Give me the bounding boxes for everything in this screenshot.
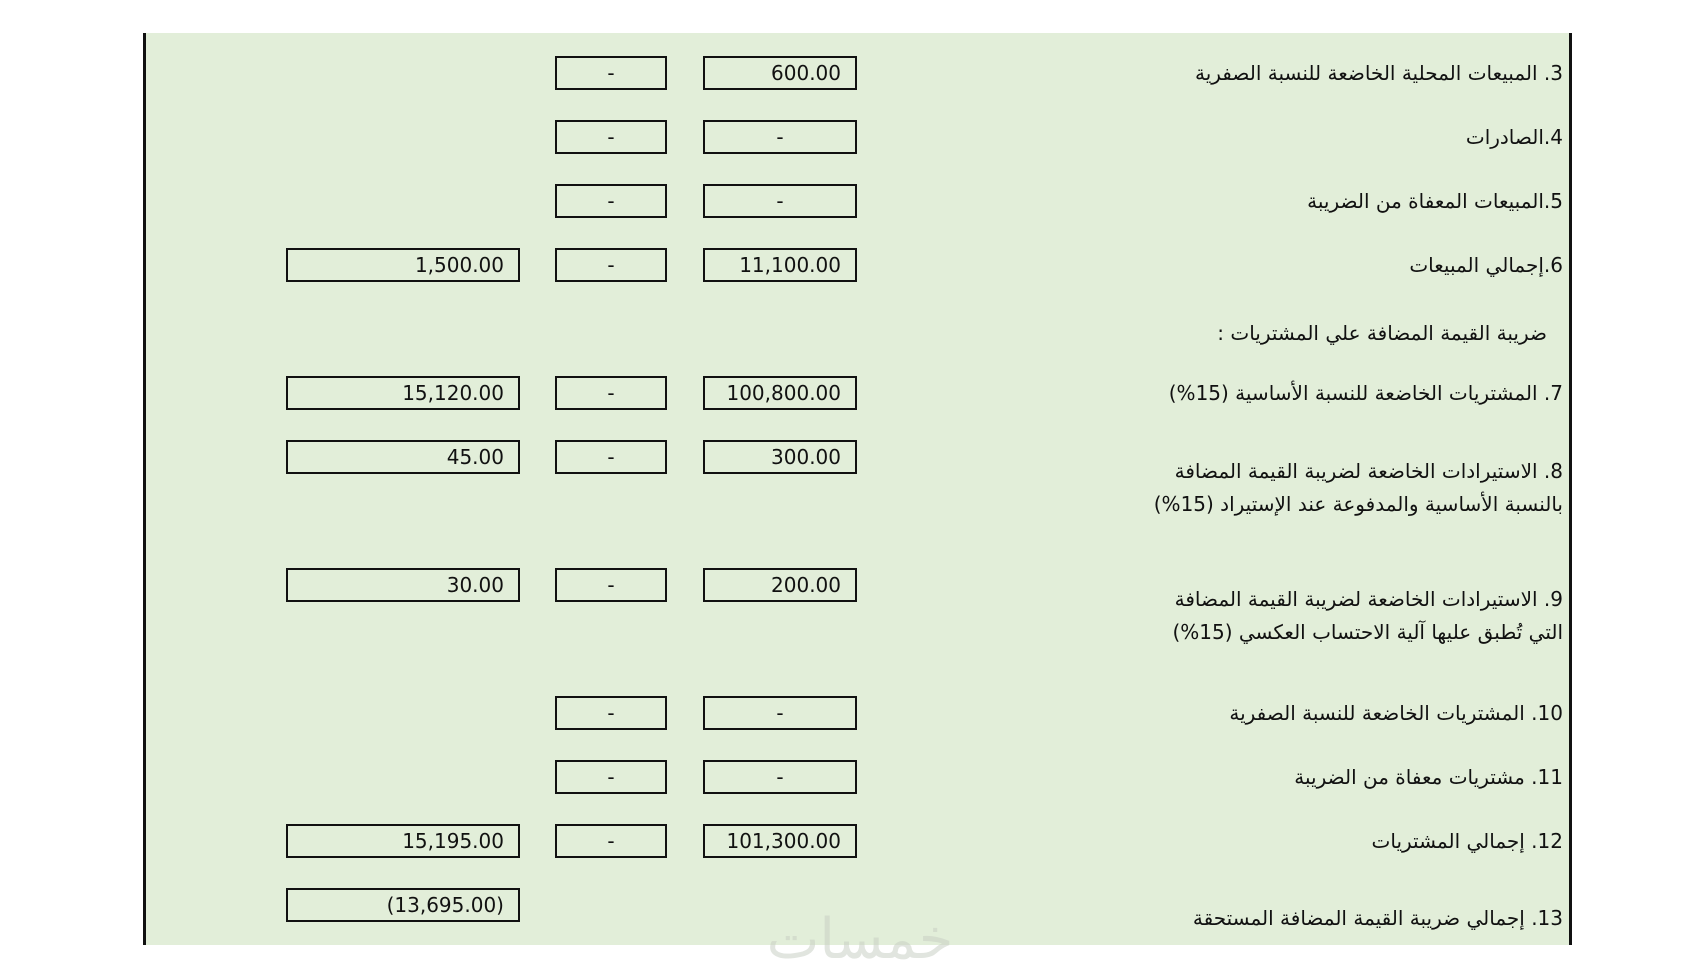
amount-field[interactable]: - <box>703 184 857 218</box>
row-label: 4.الصادرات <box>1465 125 1563 149</box>
adjustment-field[interactable]: - <box>555 568 667 602</box>
table-row <box>145 184 1571 218</box>
amount-field[interactable]: - <box>703 760 857 794</box>
row-label: 6.إجمالي المبيعات <box>1409 253 1563 277</box>
adjustment-field[interactable]: - <box>555 184 667 218</box>
vat-field[interactable]: 30.00 <box>286 568 520 602</box>
watermark-logo: خمسات <box>766 907 954 972</box>
row-label-line-1: 8. الاستيرادات الخاضعة لضريبة القيمة المضافة <box>1174 459 1563 483</box>
left-border <box>143 33 146 945</box>
right-border <box>1569 33 1572 945</box>
adjustment-field[interactable]: - <box>555 376 667 410</box>
row-label: 10. المشتريات الخاضعة للنسبة الصفرية <box>1229 701 1563 725</box>
vat-field[interactable]: 45.00 <box>286 440 520 474</box>
row-label: 5.المبيعات المعفاة من الضريبة <box>1307 189 1563 213</box>
adjustment-field[interactable]: - <box>555 248 667 282</box>
adjustment-field[interactable]: - <box>555 696 667 730</box>
row-label: 3. المبيعات المحلية الخاضعة للنسبة الصفرية <box>1194 61 1563 85</box>
amount-field[interactable]: 11,100.00 <box>703 248 857 282</box>
vat-field[interactable]: 15,120.00 <box>286 376 520 410</box>
table-row <box>145 120 1571 154</box>
table-row <box>145 696 1571 730</box>
section-heading: ضريبة القيمة المضافة علي المشتريات : <box>1217 321 1547 345</box>
amount-field[interactable]: 101,300.00 <box>703 824 857 858</box>
adjustment-field[interactable]: - <box>555 56 667 90</box>
vat-field[interactable]: 15,195.00 <box>286 824 520 858</box>
row-label: 7. المشتريات الخاضعة للنسبة الأساسية (15%) <box>1168 381 1563 405</box>
vat-field[interactable]: (13,695.00) <box>286 888 520 922</box>
row-label: 11. مشتريات معفاة من الضريبة <box>1294 765 1563 789</box>
row-label: 13. إجمالي ضريبة القيمة المضافة المستحقة <box>1192 906 1563 930</box>
row-label-line-1: 9. الاستيرادات الخاضعة لضريبة القيمة المضافة <box>1174 587 1563 611</box>
table-row <box>145 248 1571 282</box>
table-row <box>145 568 1571 648</box>
row-label-line-2: بالنسبة الأساسية والمدفوعة عند الإستيراد (15%) <box>1153 492 1563 516</box>
amount-field[interactable]: 300.00 <box>703 440 857 474</box>
adjustment-field[interactable]: - <box>555 760 667 794</box>
table-row <box>145 760 1571 794</box>
amount-field[interactable]: 100,800.00 <box>703 376 857 410</box>
row-label-line-2: التي تُطبق عليها آلية الاحتساب العكسي (15%) <box>1172 620 1563 644</box>
table-row <box>145 440 1571 520</box>
adjustment-field[interactable]: - <box>555 120 667 154</box>
table-row <box>145 824 1571 858</box>
row-label: 12. إجمالي المشتريات <box>1371 829 1563 853</box>
amount-field[interactable]: 600.00 <box>703 56 857 90</box>
amount-field[interactable]: - <box>703 120 857 154</box>
table-row <box>145 376 1571 410</box>
amount-field[interactable]: 200.00 <box>703 568 857 602</box>
table-row <box>145 56 1571 90</box>
adjustment-field[interactable]: - <box>555 824 667 858</box>
vat-return-form <box>145 33 1571 945</box>
vat-field[interactable]: 1,500.00 <box>286 248 520 282</box>
adjustment-field[interactable]: - <box>555 440 667 474</box>
amount-field[interactable]: - <box>703 696 857 730</box>
